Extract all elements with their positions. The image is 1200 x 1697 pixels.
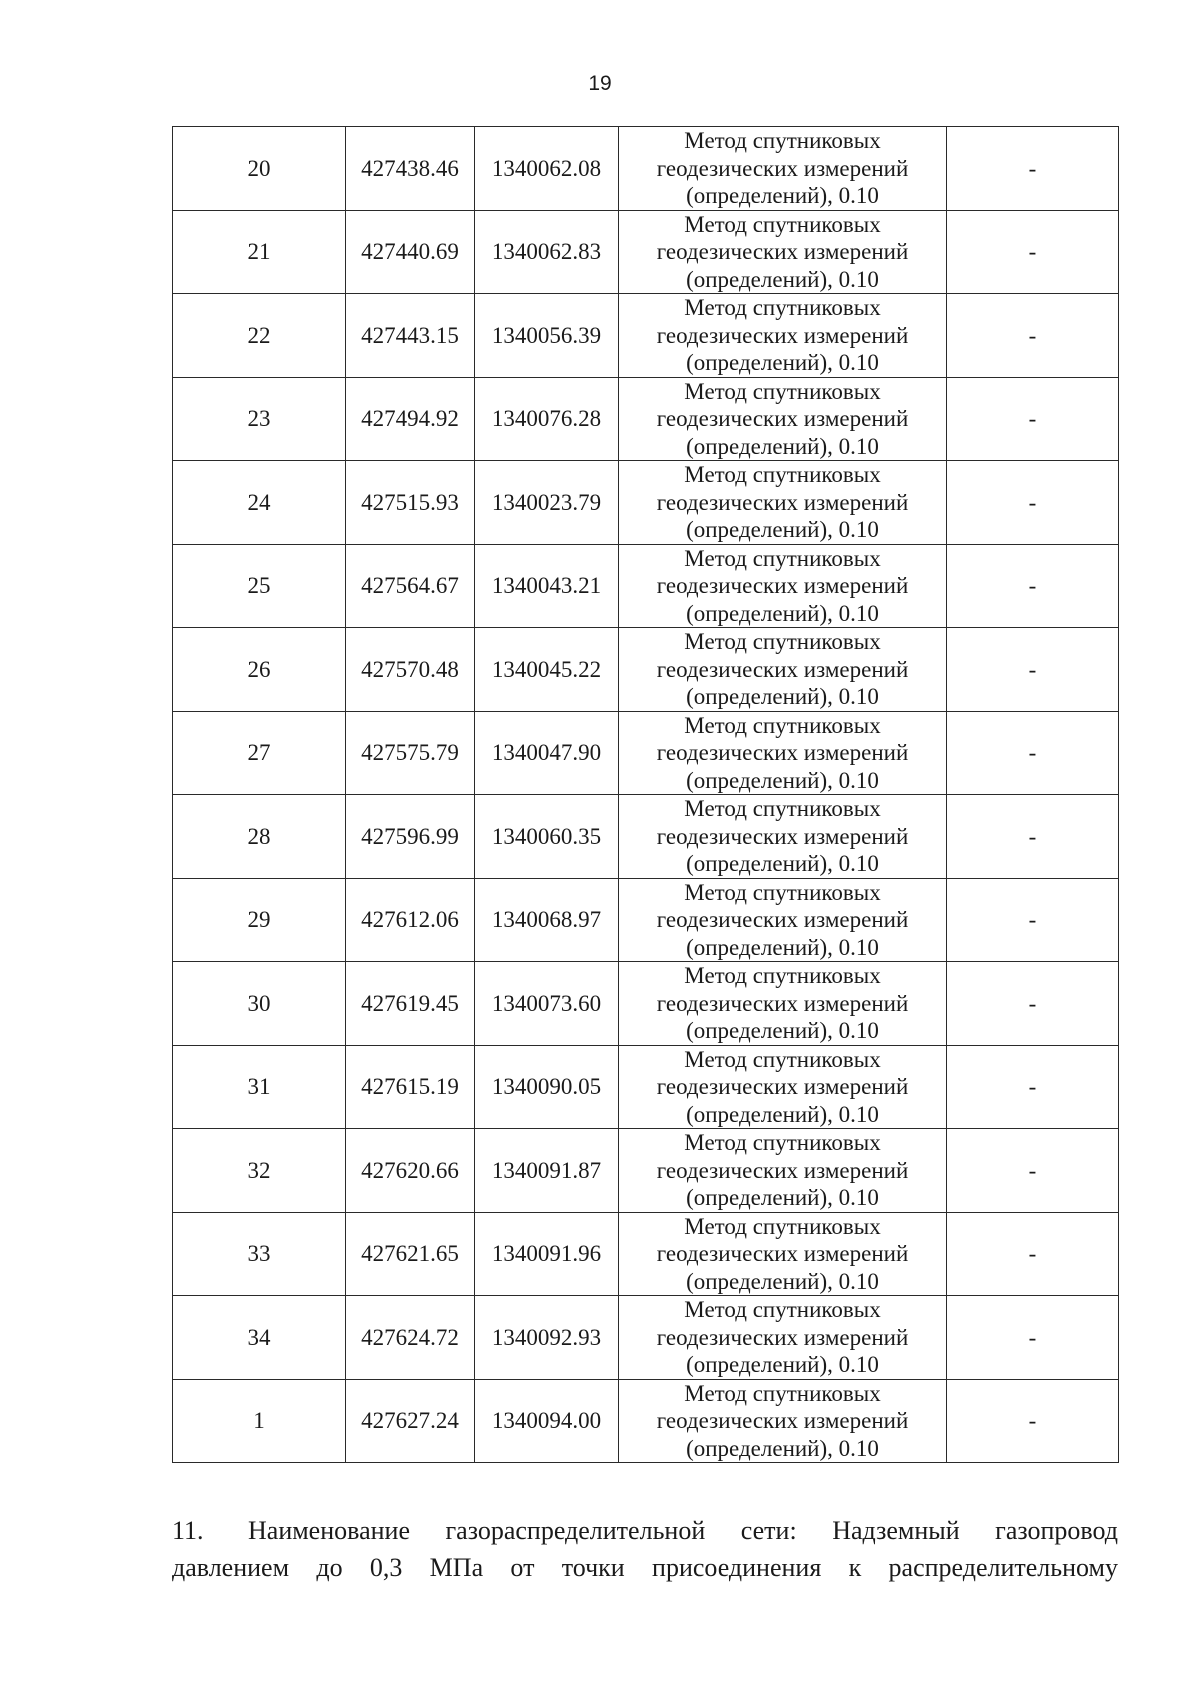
method-text-line: (определений), 0.10 — [686, 1268, 879, 1294]
table-row — [173, 377, 1119, 461]
point-number-cell: 26 — [173, 628, 346, 712]
method-text-line: Метод спутниковых — [684, 963, 881, 988]
method-text-line: геодезических измерений — [656, 573, 909, 598]
method-text-line: (определений), 0.10 — [686, 1435, 879, 1461]
y-coordinate-cell: 1340062.83 — [475, 210, 619, 294]
point-number-cell: 34 — [173, 1296, 346, 1380]
note-cell: - — [947, 1129, 1119, 1213]
method-text-line: (определений), 0.10 — [686, 934, 879, 960]
y-coordinate-cell: 1340045.22 — [475, 628, 619, 712]
y-coordinate-cell: 1340073.60 — [475, 962, 619, 1046]
method-text-line: Метод спутниковых — [684, 462, 881, 487]
note-cell: - — [947, 1045, 1119, 1129]
method-text-line: Метод спутниковых — [684, 629, 881, 654]
x-coordinate-cell: 427619.45 — [346, 962, 475, 1046]
point-number-cell: 31 — [173, 1045, 346, 1129]
method-text-line: Метод спутниковых — [684, 1130, 881, 1155]
method-text-line: геодезических измерений — [656, 322, 909, 348]
table-row — [173, 461, 1119, 545]
point-number-cell: 28 — [173, 795, 346, 879]
note-cell: - — [947, 878, 1119, 962]
method-text-line: геодезических измерений — [656, 155, 909, 181]
method-text-line: (определений), 0.10 — [686, 1018, 879, 1043]
note-cell: - — [947, 210, 1119, 294]
method-text-line: Метод спутниковых — [684, 879, 881, 905]
note-cell: - — [947, 377, 1119, 461]
y-coordinate-cell: 1340043.21 — [475, 544, 619, 628]
y-coordinate-cell: 1340023.79 — [475, 461, 619, 545]
note-cell: - — [947, 1296, 1119, 1380]
method-text-line: (определений), 0.10 — [686, 433, 879, 459]
point-number-cell: 1 — [173, 1379, 346, 1463]
table-row — [173, 210, 1119, 294]
x-coordinate-cell: 427612.06 — [346, 878, 475, 962]
note-cell: - — [947, 795, 1119, 879]
method-text-line: Метод спутниковых — [684, 796, 881, 821]
method-text-line: (определений), 0.10 — [686, 600, 879, 626]
method-text-line: геодезических измерений — [656, 1157, 909, 1183]
method-text-line: (определений), 0.10 — [686, 517, 879, 542]
x-coordinate-cell: 427443.15 — [346, 294, 475, 378]
note-cell: - — [947, 962, 1119, 1046]
method-text-line: Метод спутниковых — [684, 1380, 881, 1406]
x-coordinate-cell: 427624.72 — [346, 1296, 475, 1380]
table-row — [173, 127, 1119, 211]
point-number-cell: 30 — [173, 962, 346, 1046]
method-text-line: (определений), 0.10 — [686, 767, 879, 793]
table-row — [173, 1379, 1119, 1463]
method-cell — [619, 127, 947, 211]
x-coordinate-cell: 427615.19 — [346, 1045, 475, 1129]
x-coordinate-cell: 427494.92 — [346, 377, 475, 461]
method-cell — [619, 544, 947, 628]
x-coordinate-cell: 427627.24 — [346, 1379, 475, 1463]
coordinates-table — [172, 126, 1119, 1463]
method-cell — [619, 711, 947, 795]
method-text-line: Метод спутниковых — [684, 211, 881, 237]
method-cell — [619, 1212, 947, 1296]
point-number-cell: 20 — [173, 127, 346, 211]
method-text-line: (определений), 0.10 — [686, 183, 879, 208]
method-text-line: Метод спутниковых — [684, 128, 881, 153]
page-number: 19 — [588, 72, 612, 95]
y-coordinate-cell: 1340090.05 — [475, 1045, 619, 1129]
method-text-line: Метод спутниковых — [684, 378, 881, 404]
method-text-line: геодезических измерений — [656, 990, 909, 1016]
y-coordinate-cell: 1340056.39 — [475, 294, 619, 378]
note-cell: - — [947, 127, 1119, 211]
method-text-line: геодезических измерений — [656, 1241, 909, 1266]
method-text-line: геодезических измерений — [656, 740, 909, 765]
method-text-line: геодезических измерений — [656, 1408, 909, 1433]
method-text-line: (определений), 0.10 — [686, 350, 879, 375]
table-row — [173, 878, 1119, 962]
method-cell — [619, 1379, 947, 1463]
method-text-line: геодезических измерений — [656, 239, 909, 264]
section-number: 11. — [172, 1516, 204, 1545]
method-text-line: геодезических измерений — [656, 823, 909, 849]
note-cell: - — [947, 1379, 1119, 1463]
method-text-line: Метод спутниковых — [684, 295, 881, 320]
method-text-line: (определений), 0.10 — [686, 851, 879, 876]
method-text-line: (определений), 0.10 — [686, 1185, 879, 1210]
method-text-line: (определений), 0.10 — [686, 266, 879, 292]
y-coordinate-cell: 1340047.90 — [475, 711, 619, 795]
method-cell — [619, 795, 947, 879]
x-coordinate-cell: 427621.65 — [346, 1212, 475, 1296]
x-coordinate-cell: 427564.67 — [346, 544, 475, 628]
table-row — [173, 1296, 1119, 1380]
method-text-line: (определений), 0.10 — [686, 1101, 879, 1127]
point-number-cell: 22 — [173, 294, 346, 378]
method-text-line: геодезических измерений — [656, 489, 909, 515]
section-text-line-1: Наименование газораспределительной сети: Надземный газопровод — [248, 1516, 1118, 1545]
method-text-line: геодезических измерений — [656, 907, 909, 932]
table-row — [173, 1212, 1119, 1296]
method-cell — [619, 210, 947, 294]
method-cell — [619, 962, 947, 1046]
table-row — [173, 962, 1119, 1046]
method-text-line: (определений), 0.10 — [686, 684, 879, 709]
method-text-line: геодезических измерений — [656, 406, 909, 431]
x-coordinate-cell: 427596.99 — [346, 795, 475, 879]
method-text-line: Метод спутниковых — [684, 712, 881, 738]
coordinates-table-body — [173, 127, 1119, 1463]
y-coordinate-cell: 1340068.97 — [475, 878, 619, 962]
point-number-cell: 29 — [173, 878, 346, 962]
point-number-cell: 33 — [173, 1212, 346, 1296]
point-number-cell: 24 — [173, 461, 346, 545]
method-text-line: Метод спутниковых — [684, 1046, 881, 1072]
table-row — [173, 294, 1119, 378]
method-text-line: геодезических измерений — [656, 1074, 909, 1099]
section-paragraph — [172, 1512, 1118, 1586]
method-cell — [619, 1296, 947, 1380]
method-cell — [619, 628, 947, 712]
point-number-cell: 21 — [173, 210, 346, 294]
y-coordinate-cell: 1340062.08 — [475, 127, 619, 211]
table-row — [173, 711, 1119, 795]
point-number-cell: 32 — [173, 1129, 346, 1213]
section-text-line-2: давлением до 0,3 МПа от точки присоединения к распределительному — [172, 1553, 1118, 1582]
method-text-line: геодезических измерений — [656, 1324, 909, 1350]
method-text-line: Метод спутниковых — [684, 1297, 881, 1322]
method-text-line: (определений), 0.10 — [686, 1352, 879, 1377]
note-cell: - — [947, 1212, 1119, 1296]
y-coordinate-cell: 1340092.93 — [475, 1296, 619, 1380]
method-text-line: Метод спутниковых — [684, 545, 881, 571]
y-coordinate-cell: 1340091.96 — [475, 1212, 619, 1296]
table-row — [173, 1129, 1119, 1213]
x-coordinate-cell: 427575.79 — [346, 711, 475, 795]
x-coordinate-cell: 427438.46 — [346, 127, 475, 211]
method-cell — [619, 377, 947, 461]
x-coordinate-cell: 427620.66 — [346, 1129, 475, 1213]
note-cell: - — [947, 711, 1119, 795]
note-cell: - — [947, 544, 1119, 628]
table-row — [173, 1045, 1119, 1129]
method-text-line: геодезических измерений — [656, 656, 909, 682]
x-coordinate-cell: 427440.69 — [346, 210, 475, 294]
y-coordinate-cell: 1340094.00 — [475, 1379, 619, 1463]
method-cell — [619, 294, 947, 378]
table-row — [173, 795, 1119, 879]
method-cell — [619, 878, 947, 962]
y-coordinate-cell: 1340060.35 — [475, 795, 619, 879]
y-coordinate-cell: 1340076.28 — [475, 377, 619, 461]
note-cell: - — [947, 628, 1119, 712]
point-number-cell: 27 — [173, 711, 346, 795]
method-cell — [619, 461, 947, 545]
x-coordinate-cell: 427570.48 — [346, 628, 475, 712]
point-number-cell: 25 — [173, 544, 346, 628]
method-cell — [619, 1129, 947, 1213]
note-cell: - — [947, 294, 1119, 378]
table-row — [173, 544, 1119, 628]
x-coordinate-cell: 427515.93 — [346, 461, 475, 545]
table-row — [173, 628, 1119, 712]
method-cell — [619, 1045, 947, 1129]
method-text-line: Метод спутниковых — [684, 1213, 881, 1239]
y-coordinate-cell: 1340091.87 — [475, 1129, 619, 1213]
point-number-cell: 23 — [173, 377, 346, 461]
note-cell: - — [947, 461, 1119, 545]
